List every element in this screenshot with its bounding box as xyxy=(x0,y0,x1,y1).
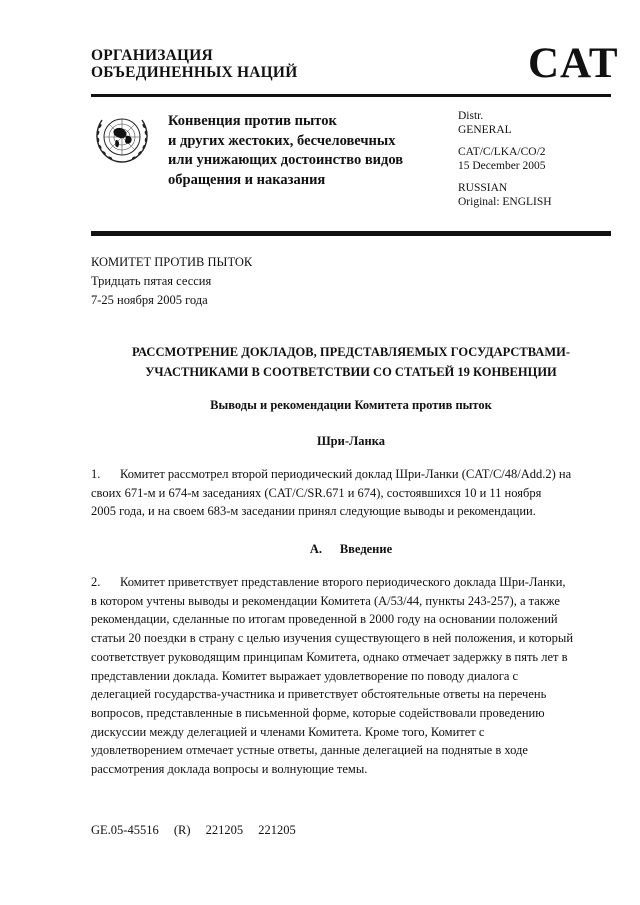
organization-name-line1: ОРГАНИЗАЦИЯ xyxy=(91,47,213,64)
header-bottom-rule xyxy=(91,231,611,236)
paragraph-line: делегацией государства-участника и приветствует обстоятельные ответы на перечень xyxy=(91,687,547,702)
section-heading-introduction xyxy=(91,540,611,558)
paragraph-number: 2. xyxy=(91,575,101,589)
paragraph-line: рекомендации, сделанные по итогам проведенной в 2000 году на основании положений xyxy=(91,612,558,627)
document-symbol: CAT/C/LKA/CO/2 xyxy=(458,146,546,158)
paragraph-line: соответствует руководящим принципам Комитета, однако отмечает задержку в пять лет в xyxy=(91,649,568,664)
distr-label: Distr. xyxy=(458,110,484,122)
paragraph-number: 1. xyxy=(91,467,101,481)
organization-name-line2: ОБЪЕДИНЕННЫХ НАЦИЙ xyxy=(91,64,298,81)
footer-date-1: 221205 xyxy=(205,823,244,837)
organization-name xyxy=(91,47,297,81)
paragraph-line: удовлетворением отмечает устные ответы, данные делегацией на поднятые в ходе xyxy=(91,743,528,758)
committee-info xyxy=(91,253,252,310)
paragraph-line: в котором учтены выводы и рекомендации Комитета (A/53/44, пункты 243-257), а также xyxy=(91,593,560,608)
original-language: Original: ENGLISH xyxy=(458,195,552,208)
paragraph-1 xyxy=(91,465,571,521)
job-number: GE.05-45516 xyxy=(91,823,159,837)
convention-title-line: и других жестоких, бесчеловечных xyxy=(168,132,396,149)
paragraph-line xyxy=(91,573,573,592)
convention-title-line: или унижающих достоинство видов xyxy=(168,152,404,168)
convention-title-line: обращения и наказания xyxy=(168,171,326,188)
document-date: 15 December 2005 xyxy=(458,159,546,172)
document-series-symbol: CAT xyxy=(528,40,619,87)
page-footer xyxy=(91,822,306,838)
language-code: (R) xyxy=(173,823,191,837)
paragraph-line: представлении доклада. Комитет выражает удовлетворение по поводу диалога с xyxy=(91,668,519,683)
committee-dates: 7-25 ноября 2005 года xyxy=(91,293,208,307)
paragraph-text: Комитет приветствует представление второго периодического доклада Шри-Ланки, xyxy=(120,575,566,589)
document-title-line1: РАССМОТРЕНИЕ ДОКЛАДОВ, ПРЕДСТАВЛЯЕМЫХ ГОСУДАРСТВАМИ- xyxy=(131,345,571,359)
paragraph-line: статьи 20 поездки в страну с целью изучения существующего в ней положения, и который xyxy=(91,631,574,646)
committee-session: Тридцать пятая сессия xyxy=(91,274,212,288)
paragraph-line: дискуссии между делегацией и членами Комитета. Кроме того, Комитет с xyxy=(91,724,485,739)
convention-title-line: Конвенция против пыток xyxy=(168,113,337,129)
committee-name: КОМИТЕТ ПРОТИВ ПЫТОК xyxy=(91,255,253,269)
paragraph-line: рассмотрения доклада вопросы и волнующие темы. xyxy=(91,762,368,777)
document-language: RUSSIAN xyxy=(458,182,508,194)
footer-date-2: 221205 xyxy=(258,823,296,837)
paragraph-2 xyxy=(91,573,573,779)
document-subtitle: Выводы и рекомендации Комитета против пыток xyxy=(210,398,492,412)
document-title-line2: УЧАСТНИКАМИ В СООТВЕТСТВИИ СО СТАТЬЕЙ 19 КОНВЕНЦИИ xyxy=(145,365,557,379)
distr-value: GENERAL xyxy=(458,123,512,136)
distribution-block xyxy=(458,110,552,209)
section-title: Введение xyxy=(339,542,393,556)
document-title xyxy=(91,342,611,382)
paragraph-text: Комитет рассмотрел второй периодический доклад Шри-Ланки (CAT/C/48/Add.2) на xyxy=(120,467,572,481)
paragraph-line: своих 671-м и 674-м заседаниях (CAT/C/SR.671 и 674), состоявшихся 10 и 11 ноября xyxy=(91,485,542,500)
un-emblem-icon xyxy=(92,106,152,166)
country-heading: Шри-Ланка xyxy=(316,434,386,448)
paragraph-line: 2005 года, и на своем 683-м заседании принял следующие выводы и рекомендации. xyxy=(91,504,536,519)
convention-title xyxy=(168,112,403,190)
header-top-rule xyxy=(91,94,611,97)
section-letter: A. xyxy=(309,542,322,556)
paragraph-line: вопросов, представленные в письменной форме, которые содействовали проведению xyxy=(91,705,545,720)
paragraph-line xyxy=(91,465,571,484)
